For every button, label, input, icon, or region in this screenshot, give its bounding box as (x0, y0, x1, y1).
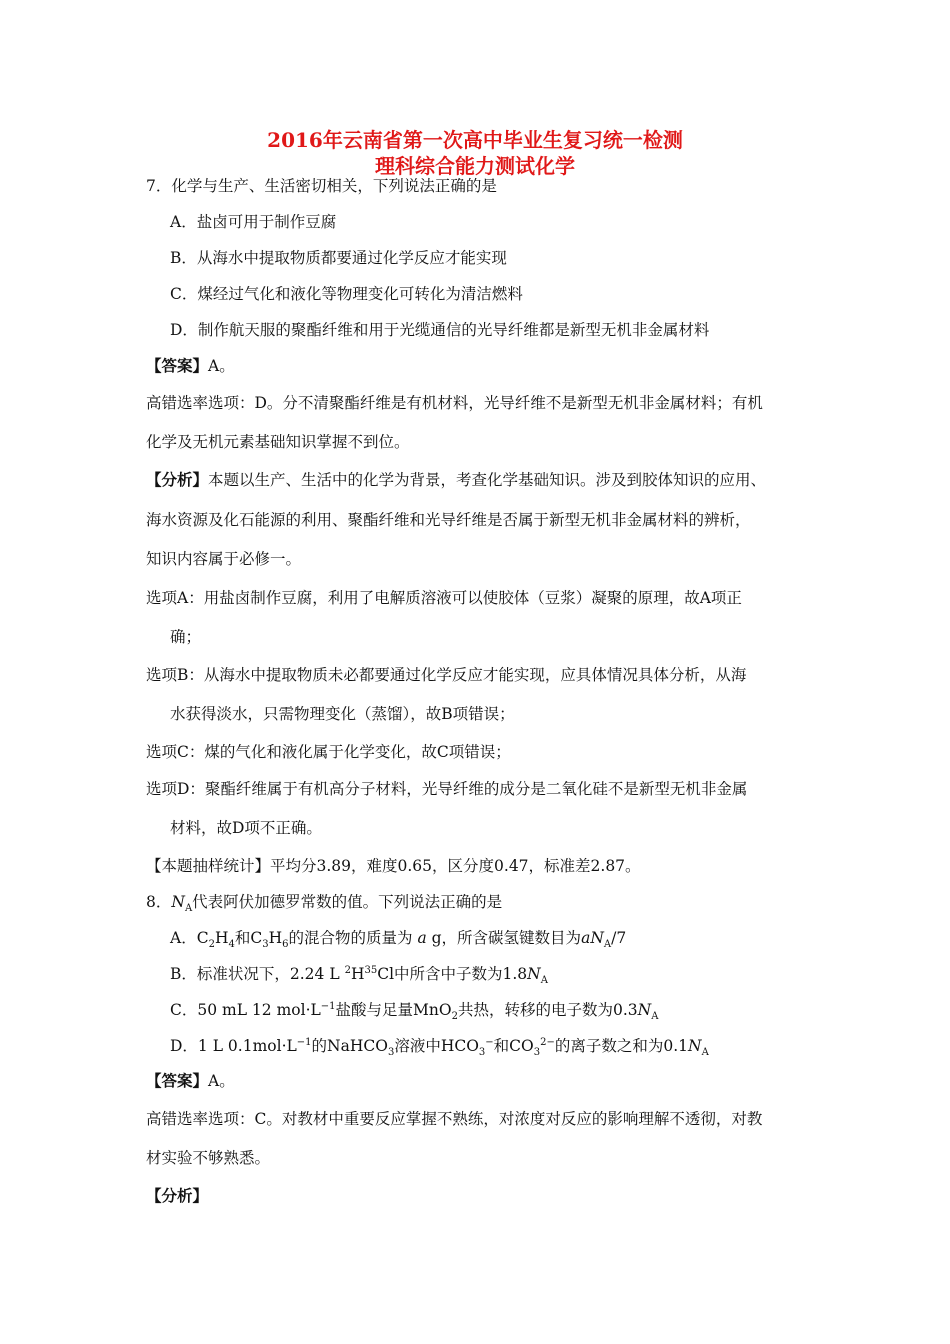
opt-text: /7 (611, 929, 627, 947)
subscript: 4 (228, 939, 235, 951)
q8-answer (146, 1071, 235, 1091)
opt-text: H (350, 965, 365, 983)
opt-text: A．C (170, 929, 209, 947)
subscript: 6 (282, 939, 289, 951)
na-symbol: N (688, 1037, 702, 1055)
q7-explain-d-line2: 材料，故D项不正确。 (170, 819, 322, 837)
q7-error-line1: 高错选率选项：D。分不清聚酯纤维是有机材料，光导纤维不是新型无机非金属材料；有机 (146, 394, 763, 412)
analysis-tag: 【分析】 (146, 470, 209, 489)
q7-explain-a-line1: 选项A：用盐卤制作豆腐，利用了电解质溶液可以使胶体（豆浆）凝聚的原理，故A项正 (146, 589, 742, 607)
na-symbol: N (527, 965, 541, 983)
q7-option-c: C．煤经过气化和液化等物理变化可转化为清洁燃料 (170, 285, 523, 303)
na-symbol: N (171, 893, 185, 911)
opt-text: H (268, 929, 283, 947)
subscript: 3 (533, 1047, 541, 1059)
q7-analysis-line1 (146, 470, 766, 490)
superscript: − (485, 1036, 494, 1048)
na-subscript: A (603, 939, 612, 951)
q7-analysis-line2: 海水资源及化石能源的利用、聚酯纤维和光导纤维是否属于新型无机非金属材料的辨析， (146, 511, 751, 529)
subscript: 3 (387, 1047, 395, 1059)
q7-option-b: B．从海水中提取物质都要通过化学反应才能实现 (170, 249, 507, 267)
superscript: 35 (364, 964, 378, 976)
superscript: −1 (296, 1036, 312, 1048)
q8-option-d (170, 1036, 709, 1059)
q8-stem (146, 892, 503, 915)
q7-analysis-line3: 知识内容属于必修一。 (146, 550, 302, 568)
na-symbol: N (637, 1001, 652, 1019)
na-subscript: A (651, 1011, 659, 1023)
q7-option-a: A．盐卤可用于制作豆腐 (170, 213, 337, 231)
q7-explain-b-line1: 选项B：从海水中提取物质未必都要通过化学反应才能实现，应具体情况具体分析，从海 (146, 666, 747, 684)
q7-explain-a-line2: 确； (170, 628, 202, 646)
opt-text: 和CO (493, 1037, 534, 1055)
q8-option-c (170, 1000, 659, 1023)
q8-analysis-tag: 【分析】 (146, 1186, 209, 1205)
subscript: 3 (262, 939, 269, 951)
opt-text: C．50 mL 12 mol·L (170, 1001, 321, 1019)
subscript: 2 (208, 939, 215, 951)
answer-tag: 【答案】 (146, 1071, 209, 1090)
answer-tag: 【答案】 (146, 356, 209, 375)
answer-value: A。 (208, 1072, 235, 1090)
q8-error-line1: 高错选率选项：C。对教材中重要反应掌握不熟练，对浓度对反应的影响理解不透彻，对教 (146, 1110, 763, 1128)
q7-explain-c: 选项C：煤的气化和液化属于化学变化，故C项错误； (146, 743, 511, 761)
q8-error-line2: 材实验不够熟悉。 (146, 1149, 271, 1167)
opt-text: 和C (234, 929, 263, 947)
na-subscript: A (184, 903, 193, 915)
opt-text: B．标准状况下，2.24 L (170, 965, 345, 983)
opt-text: 的NaHCO (311, 1037, 388, 1055)
q7-explain-b-line2: 水获得淡水，只需物理变化（蒸馏），故B项错误； (170, 705, 515, 723)
superscript: 2 (344, 964, 351, 976)
q8-stem-text: 代表阿伏加德罗常数的值。下列说法正确的是 (192, 893, 503, 911)
subscript: 2 (451, 1011, 458, 1023)
q7-stats: 【本题抽样统计】平均分3.89，难度0.65，区分度0.47，标准差2.87。 (146, 857, 641, 875)
superscript: 2− (540, 1036, 555, 1048)
na-symbol: N (590, 929, 604, 947)
q8-number: 8． (146, 893, 172, 911)
q7-option-d: D．制作航天服的聚酯纤维和用于光缆通信的光导纤维都是新型无机非金属材料 (170, 321, 710, 339)
mass-variable: a (417, 929, 427, 947)
opt-text: 的离子数之和为0.1 (554, 1037, 689, 1055)
q8-option-a (170, 928, 627, 951)
opt-text: H (214, 929, 229, 947)
doc-title-line2: 理科综合能力测试化学 (375, 154, 575, 178)
subscript: 3 (478, 1047, 486, 1059)
na-subscript: A (701, 1047, 709, 1059)
opt-text: D．1 L 0.1mol·L (170, 1037, 297, 1055)
na-subscript: A (540, 975, 548, 987)
opt-text: 盐酸与足量MnO (335, 1001, 452, 1019)
opt-text: 溶液中HCO (394, 1037, 479, 1055)
doc-title-line1: 2016年云南省第一次高中毕业生复习统一检测 (267, 128, 683, 152)
opt-text: g，所含碳氢键数目为 (426, 929, 582, 947)
opt-text: 的混合物的质量为 (288, 929, 413, 947)
q7-answer (146, 356, 235, 376)
q7-stem: 7．化学与生产、生活密切相关，下列说法正确的是 (146, 177, 497, 195)
opt-text: Cl中所含中子数为1.8 (377, 965, 528, 983)
q7-error-line2: 化学及无机元素基础知识掌握不到位。 (146, 433, 410, 451)
analysis-text: 本题以生产、生活中的化学为背景，考查化学基础知识。涉及到胶体知识的应用、 (208, 471, 767, 489)
mass-variable: a (581, 929, 591, 947)
q7-explain-d-line1: 选项D：聚酯纤维属于有机高分子材料，光导纤维的成分是二氧化硅不是新型无机非金属 (146, 780, 748, 798)
opt-text: 共热，转移的电子数为0.3 (457, 1001, 638, 1019)
superscript: −1 (320, 1000, 336, 1012)
answer-value: A。 (208, 357, 235, 375)
q8-option-b (170, 964, 548, 987)
